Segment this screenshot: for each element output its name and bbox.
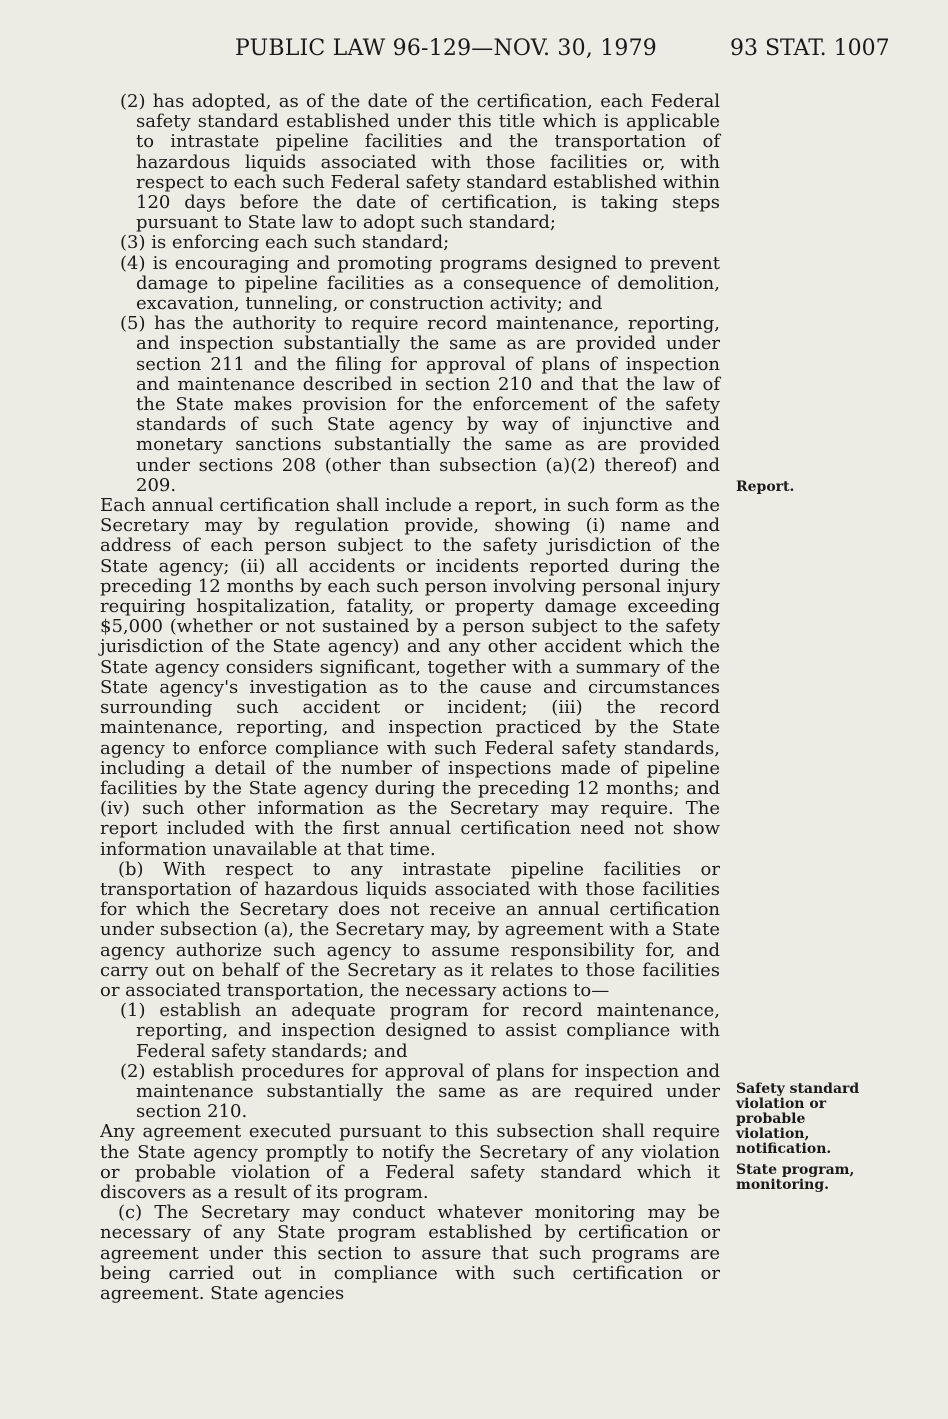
margin-note-monitoring: State program, monitoring. [736,1162,855,1193]
report-paragraph: Each annual certification shall include a report, in such form as the Secretary may by regulation provide, showing (i) name and address of each person subject to the safety jurisdiction of the State agency; (ii) all accidents or incidents reported during the preceding 12 months by each such person involving personal injury requiring hospitalization, fatality, or property damage exceeding $5,000 (whether or not sustained by a person subject to the safety jurisdiction of the State agency) and any other accident which the State agency considers significant, together with a summary of the State agency's investigation as to the cause and circumstances surrounding such accident or incident; (iii) the record maintenance, reporting, and inspection practiced by the State agency to enforce compliance with such Federal safety standards, including a detail of the number of inspections made of pipeline facilities by the State agency during the preceding 12 months; and (iv) such other information as the Secretary may require. The report included with the first annual certification need not show information unavailable at that time. [100,495,720,860]
item-a3: (3) is enforcing each such standard; [120,232,450,254]
item-b1: (1) establish an adequate program for record maintenance, reporting, and inspection designed to assist compliance with Federal safety standards; and [120,1000,720,1062]
margin-note-report: Report. [736,479,795,495]
subsection-c: (c) The Secretary may conduct whatever monitoring may be necessary of any State program established by certification or agreement under this section to assure that such programs are being carried out in compliance with such certification or agreement. State agencies [100,1202,720,1304]
item-a5: (5) has the authority to require record maintenance, reporting, and inspection substantially the same as are provided under section 211 and the filing for approval of plans of inspection and maintenance described in section 210 and that the law of the State makes provision for the enforcement of the safety standards of such State agency by way of injunctive and monetary sanctions substantially the same as are provided under sections 208 (other than subsection (a)(2) thereof) and 209. [120,313,720,496]
item-a4: (4) is encouraging and promoting programs designed to prevent damage to pipeline facilities as a consequence of demolition, excavation, tunneling, or construction activity; and [120,252,720,315]
subsection-b: (b) With respect to any intrastate pipeline facilities or transportation of hazardous liquids associated with those facilities for which the Secretary does not receive an annual certification under subsection (a), the Secretary may, by agreement with a State agency authorize such agency to assume responsibility for, and carry out on behalf of the Secretary as it relates to those facilities or associated transportation, the necessary actions to— [100,858,720,1001]
agreement-paragraph: Any agreement executed pursuant to this subsection shall require the State agency promptly to notify the Secretary of any violation or probable violation of a Federal safety standard which it discovers as a result of its program. [100,1121,720,1203]
header-stat-page: 93 STAT. 1007 [730,36,890,61]
page-header [0,36,948,70]
margin-note-violation: Safety standard violation or probable violation, notification. [736,1081,860,1157]
item-a2: (2) has adopted, as of the date of the certification, each Federal safety standard established under this title which is applicable to intrastate pipeline facilities and the transportation of hazardous liquids associated with those facilities or, with respect to each such Federal safety standard established within 120 days before the date of certification, is taking steps pursuant to State law to adopt such standard; [120,91,720,234]
header-title: PUBLIC LAW 96-129—NOV. 30, 1979 [235,36,657,61]
item-b2: (2) establish procedures for approval of plans for inspection and maintenance substantially the same as are required under section 210. [120,1060,720,1123]
body-text [100,92,720,1304]
